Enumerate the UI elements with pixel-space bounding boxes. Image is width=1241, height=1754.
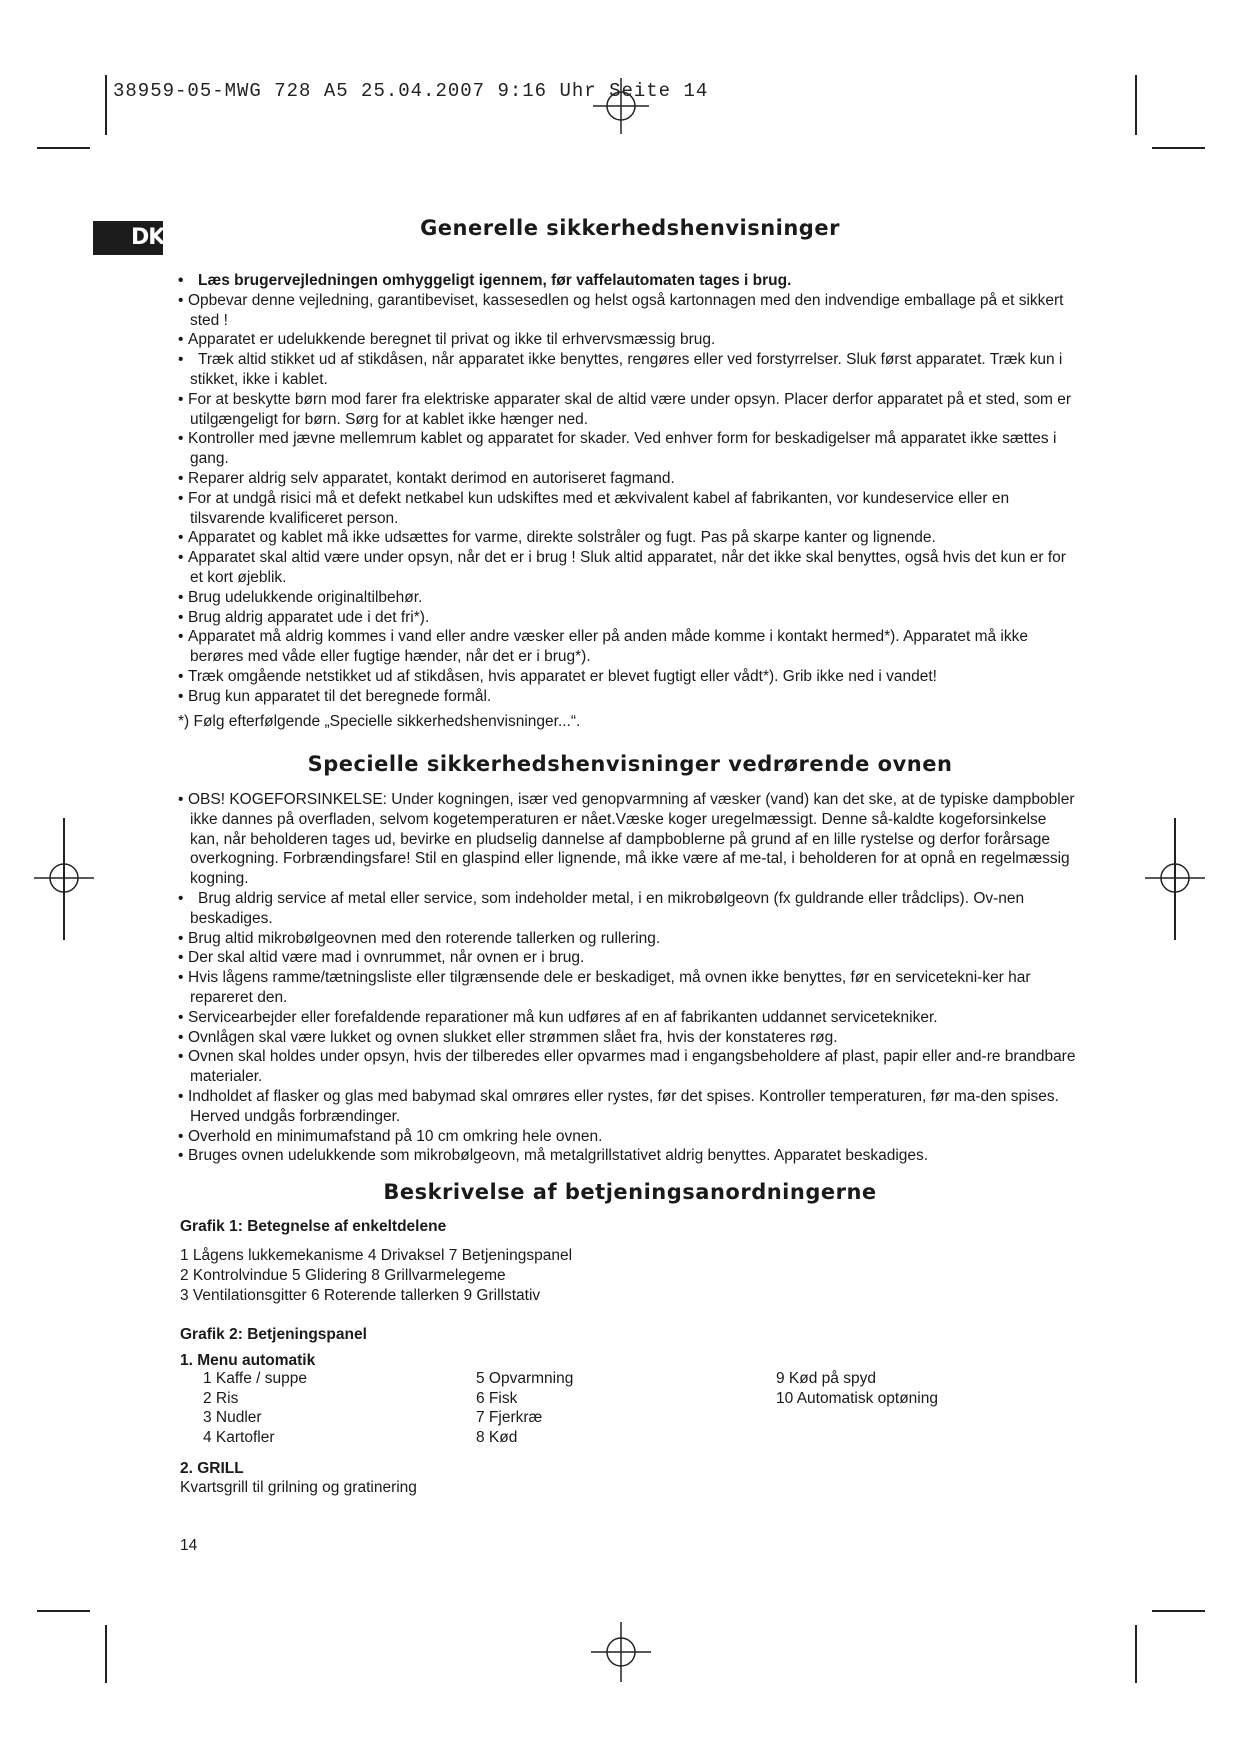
list-item: • Træk altid stikket ud af stikdåsen, når apparatet ikke benyttes, rengøres eller ved forstyrrelser. Sluk først apparatet. Træk kun i stikket, ikke i kablet. (178, 351, 1063, 388)
list-item: • Bruges ovnen udelukkende som mikrobølgeovn, må metalgrillstativet aldrig benyttes. Apparatet beskadiges. (178, 1147, 929, 1165)
list-item: • Reparer aldrig selv apparatet, kontakt derimod en autoriseret fagmand. (178, 469, 675, 487)
list-item: • Ovnlågen skal være lukket og ovnen slukket eller strømmen slået fra, hvis der konstateres røg. (178, 1028, 838, 1046)
list-item: • Læs brugervejledningen omhyggeligt igennem, før vaffelautomaten tages i brug. (178, 272, 792, 289)
list-item: • Kontroller med jævne mellemrum kablet og apparatet for skader. Ved enhver form for beskadigelser må apparatet ikke sættes i gang. (178, 430, 1057, 468)
crop-mark-top-left-vertical (105, 75, 107, 135)
list-item: • Brug aldrig apparatet ude i det fri*). (178, 608, 430, 626)
menu-item: 5 Opvarmning (476, 1370, 574, 1387)
menu-column-1 (203, 1369, 307, 1447)
registration-line-left (63, 818, 65, 940)
crop-mark-top-left-horizontal (37, 147, 90, 149)
crop-mark-top-right-horizontal (1152, 147, 1205, 149)
special-safety-list (178, 790, 1078, 1166)
list-item: • Ovnen skal holdes under opsyn, hvis der tilberedes eller opvarmes mad i engangsbeholdere af plast, papir eller and-re brandbare materialer. (178, 1048, 1076, 1086)
list-item: • Apparatet og kablet må ikke udsættes for varme, direkte solstråler og fugt. Pas på skarpe kanter og lignende. (178, 529, 936, 547)
grafik1-line: 1 Lågens lukkemekanisme 4 Drivaksel 7 Betjeningspanel (180, 1247, 573, 1264)
crop-mark-bottom-right-horizontal (1152, 1610, 1205, 1612)
general-safety-title: Generelle sikkerhedshenvisninger (420, 216, 840, 240)
menu-item: 7 Fjerkræ (476, 1409, 543, 1427)
list-item: • Træk omgående netstikket ud af stikdåsen, hvis apparatet er blevet fugtigt eller vådt*). Grib ikke ned i vandet! (178, 667, 937, 685)
list-item: • For at beskytte børn mod farer fra elektriske apparater skal de altid være under opsyn. Placer derfor apparatet på et sted, som er utilgængeligt for børn. Sørg for at kablet ikke hænger ned. (178, 390, 1072, 428)
menu-item: 6 Fisk (476, 1389, 518, 1407)
grafik1-line: 3 Ventilationsgitter 6 Roterende tallerken 9 Grillstativ (180, 1287, 541, 1304)
list-item: • OBS! KOGEFORSINKELSE: Under kogningen, især ved genopvarmning af væsker (vand) kan det ske, at de typiske dampbobler ikke dannes på overfladen, selvom kogetemperaturen er nået.Væske koger uregelmæssigt. Denne så-kaldte kogeforsinkelse kan, når beholderen tages ud, bevirke en pludselig dannelse af dampboblerne på grund af en lille rystelse og derfor forårsage overkogning. Forbrændingsfare! Stil en glaspind eller lignende, må ikke være af me-tal, i beholderen for at opnå en regelmæssig kogning. (178, 791, 1075, 888)
menu-item: 9 Kød på spyd (776, 1370, 876, 1387)
menu-item: 10 Automatisk optøning (776, 1389, 938, 1407)
crop-mark-bottom-right-vertical (1135, 1625, 1137, 1683)
list-item: • Servicearbejder eller forefaldende reparationer må kun udføres af en af fabrikanten uddannet servicetekniker. (178, 1008, 938, 1026)
list-item: • Hvis lågens ramme/tætningsliste eller tilgrænsende dele er beskadiget, må ovnen ikke benyttes, før en servicetekni-ker har repareret den. (178, 969, 1031, 1006)
crop-mark-bottom-left-horizontal (37, 1610, 90, 1612)
list-item: • For at undgå risici må et defekt netkabel kun udskiftes med et ækvivalent kabel af fabrikanten, vor kundeservice eller en tilsvarende kvalificeret person. (178, 489, 1010, 527)
list-item: • Apparatet skal altid være under opsyn, når det er i brug ! Sluk altid apparatet, når det ikke skal benyttes, også hvis det kun er for et kort øjeblik. (178, 549, 1066, 586)
grill-text: Kvartsgrill til grilning og gratinering (180, 1479, 417, 1496)
menu-item: 2 Ris (203, 1389, 239, 1407)
list-item: • Apparatet må aldrig kommes i vand eller andre væsker eller på anden måde komme i kontakt hermed*). Apparatet må ikke berøres med våde eller fugtige hænder, når det er i brug*). (178, 628, 1028, 666)
special-safety-title: Specielle sikkerhedshenvisninger vedrørende ovnen (307, 752, 953, 776)
list-item: • Apparatet er udelukkende beregnet til privat og ikke til erhvervsmæssig brug. (178, 331, 716, 349)
menu-item: 8 Kød (476, 1428, 518, 1446)
controls-title: Beskrivelse af betjeningsanordningerne (383, 1180, 877, 1204)
menu-item: 1 Kaffe / suppe (203, 1370, 307, 1387)
crop-mark-bottom-left-vertical (105, 1625, 107, 1683)
grafik2-heading: Grafik 2: Betjeningspanel (180, 1326, 367, 1343)
list-item: • Opbevar denne vejledning, garantibeviset, kassesedlen og helst også kartonnagen med den indvendige emballage på et sikkert sted ! (178, 291, 1064, 329)
grafik1-line: 2 Kontrolvindue 5 Glidering 8 Grillvarmelegeme (180, 1267, 506, 1284)
grafik1-heading: Grafik 1: Betegnelse af enkeltdelene (180, 1218, 447, 1235)
print-header: 38959-05-MWG 728 A5 25.04.2007 9:16 Uhr Seite 14 (113, 80, 709, 102)
list-item: • Brug kun apparatet til det beregnede formål. (178, 687, 492, 705)
crop-mark-top-right-vertical (1135, 75, 1137, 135)
registration-mark-bottom-icon (591, 1622, 651, 1682)
list-item: • Overhold en minimumafstand på 10 cm omkring hele ovnen. (178, 1127, 603, 1145)
list-item: • Indholdet af flasker og glas med babymad skal omrøres eller rystes, før det spises. Kontroller temperaturen, før ma-den spises. Herved undgås forbrændinger. (178, 1087, 1059, 1125)
menu-automatik-heading: 1. Menu automatik (180, 1352, 316, 1369)
page-number: 14 (180, 1537, 198, 1554)
language-badge: DK (93, 221, 163, 255)
general-safety-note: *) Følg efterfølgende „Specielle sikkerhedshenvisninger...“. (178, 713, 581, 730)
grill-heading: 2. GRILL (180, 1460, 244, 1477)
menu-item: 3 Nudler (203, 1409, 262, 1427)
general-safety-list (178, 271, 1078, 707)
menu-item: 4 Kartofler (203, 1428, 275, 1446)
menu-column-3 (776, 1369, 938, 1408)
menu-column-2 (476, 1369, 573, 1447)
list-item: • Brug aldrig service af metal eller service, som indeholder metal, i en mikrobølgeovn (fx guldrande eller trådclips). Ov-nen beskadiges. (178, 889, 1025, 927)
list-item: • Der skal altid være mad i ovnrummet, når ovnen er i brug. (178, 949, 585, 967)
registration-line-right (1174, 818, 1176, 940)
list-item: • Brug altid mikrobølgeovnen med den roterende tallerken og rullering. (178, 929, 661, 947)
list-item: • Brug udelukkende originaltilbehør. (178, 588, 423, 606)
